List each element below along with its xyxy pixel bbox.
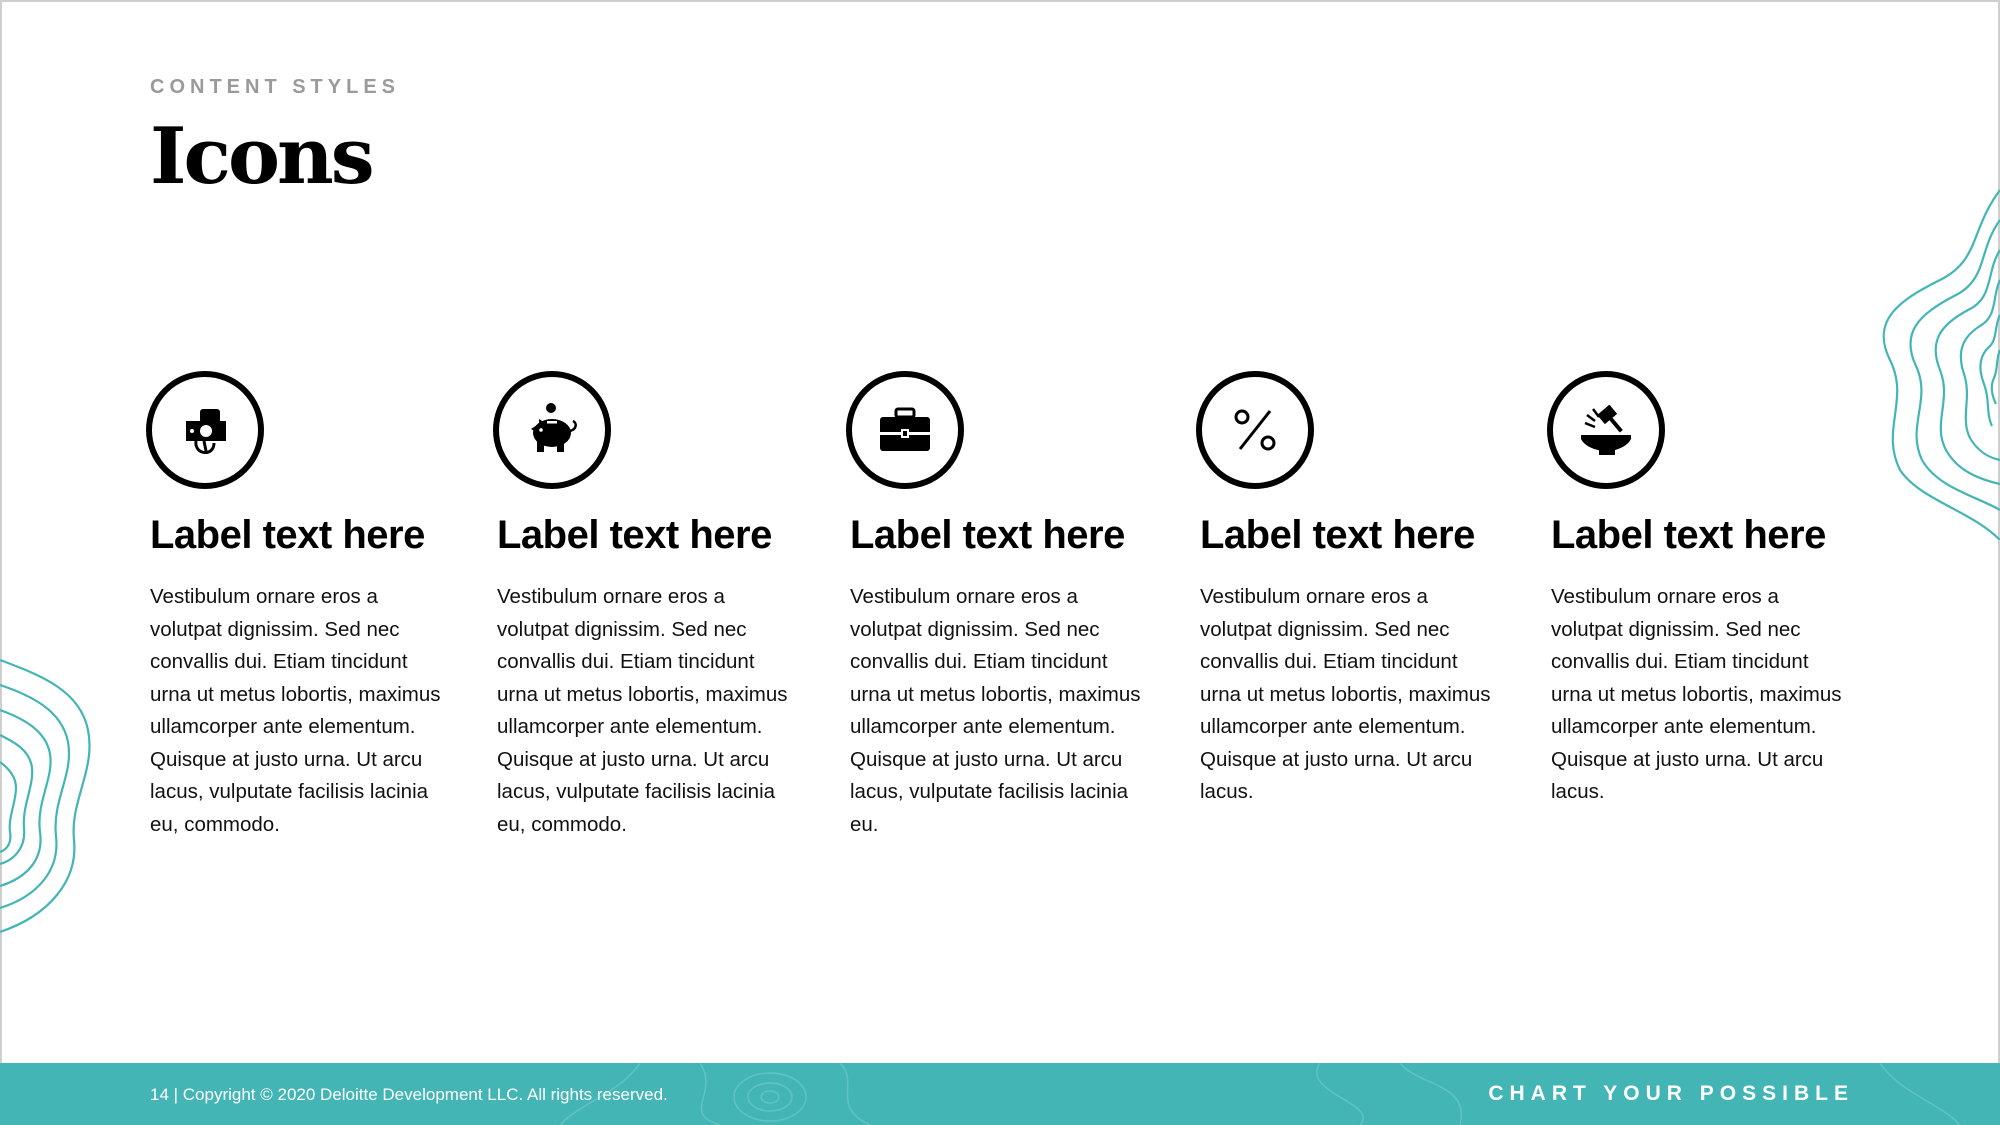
money-hand-icon <box>174 399 236 461</box>
column-body: Vestibulum ornare eros a volutpat dignissim. Sed nec convallis dui. Etiam tincidunt urna ut metus lobortis, maximus ullamcorper ante elementum. Quisque at justo urna. Ut arcu lacus, vulputate facilisis lacinia eu, commodo. <box>497 585 788 836</box>
column-label: Label text here <box>150 513 425 557</box>
copyright-text: 14 | Copyright © 2020 Deloitte Development LLC. All rights reserved. <box>150 1085 668 1104</box>
column-body: Vestibulum ornare eros a volutpat dignissim. Sed nec convallis dui. Etiam tincidunt urna ut metus lobortis, maximus ullamcorper ante elementum. Quisque at justo urna. Ut arcu lacus. <box>1551 585 1842 803</box>
column-body: Vestibulum ornare eros a volutpat dignissim. Sed nec convallis dui. Etiam tincidunt urna ut metus lobortis, maximus ullamcorper ante elementum. Quisque at justo urna. Ut arcu lacus. <box>1200 585 1491 803</box>
column-label: Label text here <box>1551 513 1826 557</box>
icon-circle <box>1196 371 1314 489</box>
page-title: Icons <box>150 111 372 202</box>
briefcase-icon <box>874 399 936 461</box>
content-column <box>150 371 450 841</box>
content-column <box>1200 371 1500 809</box>
column-body: Vestibulum ornare eros a volutpat dignissim. Sed nec convallis dui. Etiam tincidunt urna ut metus lobortis, maximus ullamcorper ante elementum. Quisque at justo urna. Ut arcu lacus, vulputate facilisis lacinia eu, commodo. <box>150 585 441 836</box>
percent-icon <box>1224 399 1286 461</box>
icon-circle <box>146 371 264 489</box>
column-label: Label text here <box>850 513 1125 557</box>
gavel-icon <box>1575 399 1637 461</box>
content-column <box>850 371 1150 841</box>
icon-circle <box>493 371 611 489</box>
footer-bar <box>0 1063 2000 1125</box>
icon-circle <box>1547 371 1665 489</box>
topo-decoration-right <box>1860 180 2000 540</box>
piggy-bank-icon <box>521 399 583 461</box>
topo-decoration-left <box>0 650 95 940</box>
content-column <box>1551 371 1851 809</box>
column-label: Label text here <box>1200 513 1475 557</box>
brand-tagline: CHART YOUR POSSIBLE <box>1488 1082 1854 1105</box>
section-eyebrow: CONTENT STYLES <box>150 76 401 98</box>
column-label: Label text here <box>497 513 772 557</box>
column-body: Vestibulum ornare eros a volutpat dignissim. Sed nec convallis dui. Etiam tincidunt urna ut metus lobortis, maximus ullamcorper ante elementum. Quisque at justo urna. Ut arcu lacus, vulputate facilisis lacinia eu. <box>850 585 1141 836</box>
icon-circle <box>846 371 964 489</box>
content-column <box>497 371 797 841</box>
